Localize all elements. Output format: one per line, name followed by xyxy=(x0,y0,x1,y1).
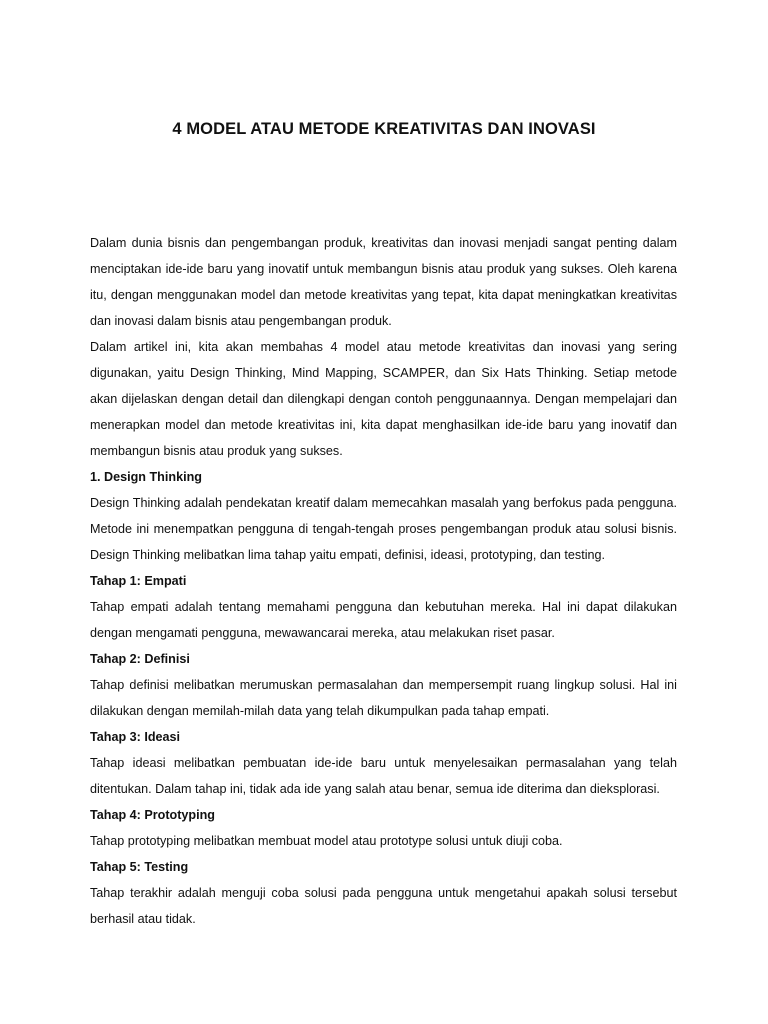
stage-text: Tahap prototyping melibatkan membuat model atau prototype solusi untuk diuji coba. xyxy=(90,834,563,848)
stage-heading: Tahap 1: Empati xyxy=(90,574,187,588)
stage-heading: Tahap 3: Ideasi xyxy=(90,730,181,744)
stage-heading: Tahap 5: Testing xyxy=(90,860,189,874)
stage-text: Tahap ideasi melibatkan pembuatan ide-ide baru untuk menyelesaikan permasalahan yang telah ditentukan. Dalam tahap ini, tidak ada ide yang salah atau benar, semua ide diterima dan dieksplorasi. xyxy=(90,756,677,796)
stage-text: Tahap definisi melibatkan merumuskan permasalahan dan mempersempit ruang lingkup solusi. Hal ini dilakukan dengan memilah-milah data yang telah dikumpulkan pada tahap empati. xyxy=(90,678,677,718)
intro-paragraph: Dalam artikel ini, kita akan membahas 4 model atau metode kreativitas dan inovasi yang sering digunakan, yaitu Design Thinking, Mind Mapping, SCAMPER, dan Six Hats Thinking. Setiap metode akan dijelaskan dengan detail dan dilengkapi dengan contoh penggunaannya. Dengan mempelajari dan menerapkan model dan metode kreativitas ini, kita dapat menghasilkan ide-ide baru yang inovatif dan membangun bisnis atau produk yang sukses. xyxy=(90,340,677,458)
section-heading: 1. Design Thinking xyxy=(90,470,202,484)
stage-heading: Tahap 4: Prototyping xyxy=(90,808,216,822)
section-paragraph: Design Thinking adalah pendekatan kreatif dalam memecahkan masalah yang berfokus pada pengguna. Metode ini menempatkan pengguna di tengah-tengah proses pengembangan produk atau solusi bisnis. Design Thinking melibatkan lima tahap yaitu empati, definisi, ideasi, prototyping, dan testing. xyxy=(90,496,677,562)
stage-text: Tahap terakhir adalah menguji coba solusi pada pengguna untuk mengetahui apakah solusi tersebut berhasil atau tidak. xyxy=(90,886,677,926)
stage-heading: Tahap 2: Definisi xyxy=(90,652,190,666)
document-body xyxy=(90,230,677,932)
stage-text: Tahap empati adalah tentang memahami pengguna dan kebutuhan mereka. Hal ini dapat dilakukan dengan mengamati pengguna, mewawancarai mereka, atau melakukan riset pasar. xyxy=(90,600,677,640)
document-title: 4 MODEL ATAU METODE KREATIVITAS DAN INOVASI xyxy=(172,120,596,138)
intro-paragraph: Dalam dunia bisnis dan pengembangan produk, kreativitas dan inovasi menjadi sangat penting dalam menciptakan ide-ide baru yang inovatif untuk membangun bisnis atau produk yang sukses. Oleh karena itu, dengan menggunakan model dan metode kreativitas yang tepat, kita dapat meningkatkan kreativitas dan inovasi dalam bisnis atau pengembangan produk. xyxy=(90,236,677,328)
